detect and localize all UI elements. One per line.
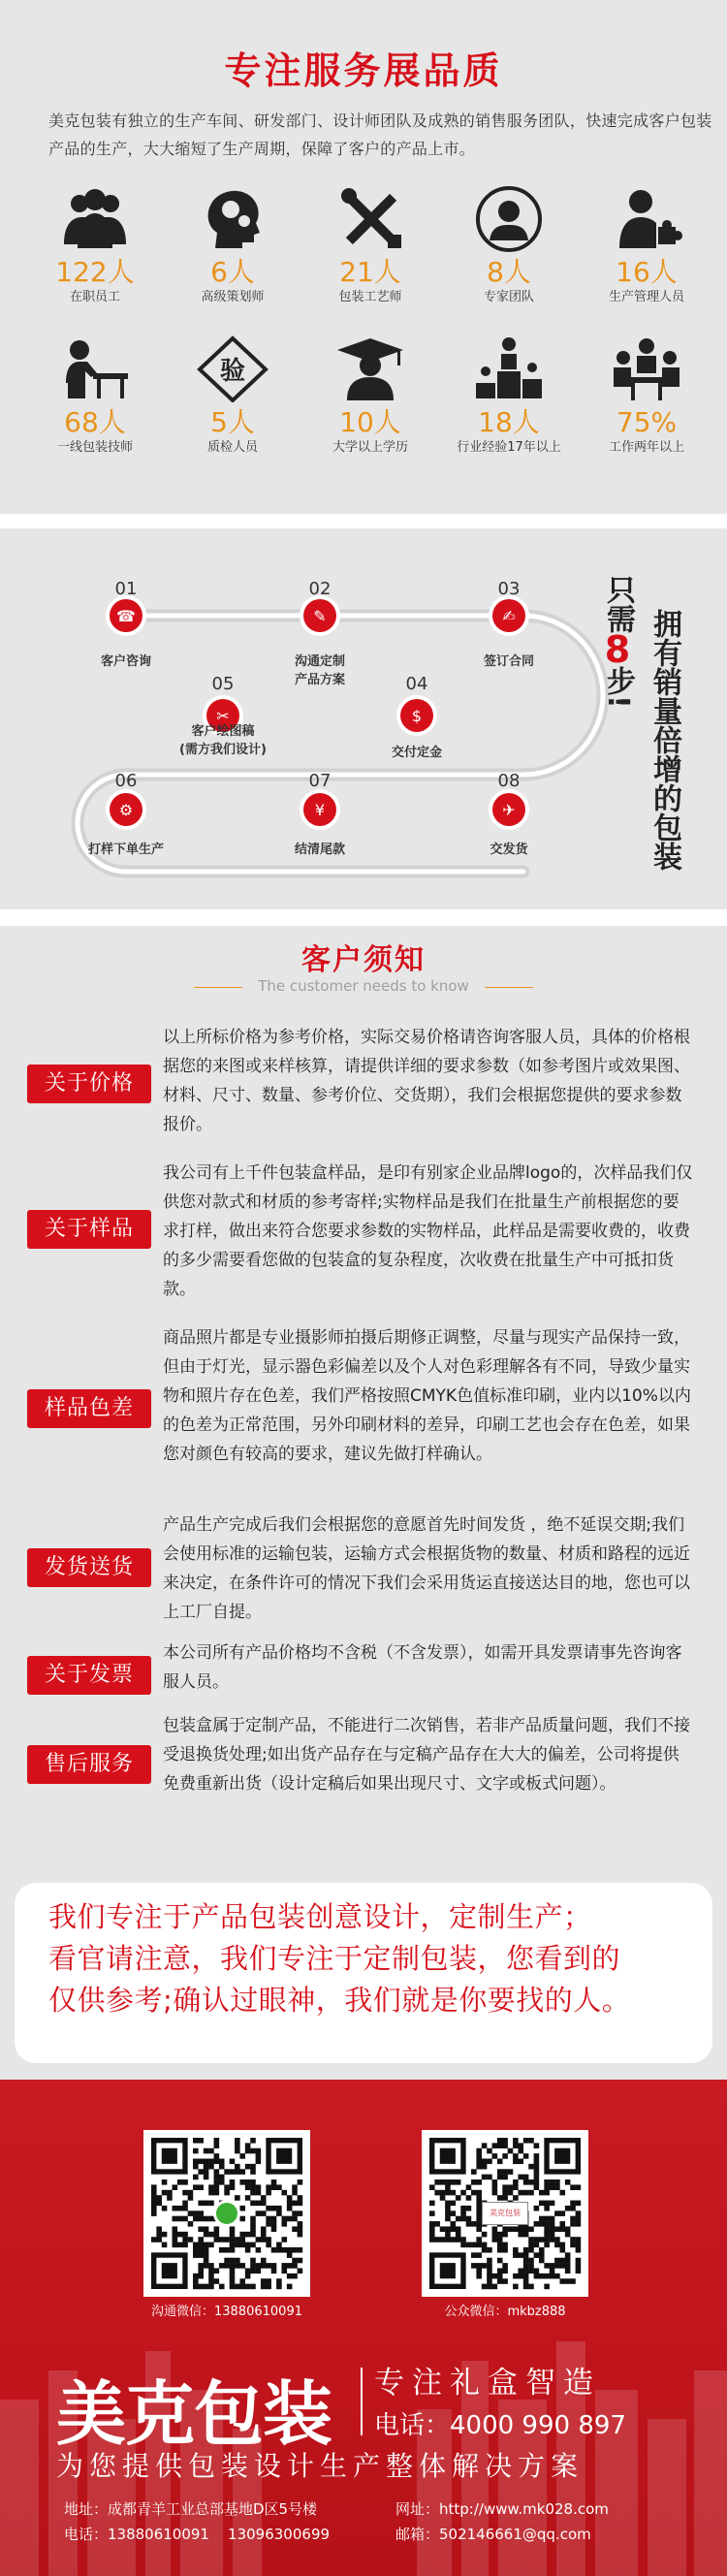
slogan-section [0,1871,727,2080]
step-number: 07 [308,771,332,791]
step-label: 交发货 [490,843,528,857]
stat-number: 18人 [478,406,540,438]
manager-puzzle-icon [610,184,683,252]
footer-email[interactable]: 邮箱：502146661@qq.com [395,2526,591,2543]
divider [0,909,727,926]
hotline: 电话：4000 990 897 [374,2411,626,2440]
stat-number: 21人 [339,256,401,288]
process-section [0,528,727,909]
step-number: 04 [405,674,428,694]
team-section [0,0,727,514]
svg-text:¥: ¥ [314,801,326,819]
stat-label: 包装工艺师 [338,290,402,304]
stat-item [302,184,438,306]
brand-divider [361,2368,363,2435]
svg-text:$: $ [411,707,423,725]
svg-text:✍: ✍ [502,607,516,625]
tools-cross-icon [333,184,407,252]
step-label: 打样下单生产 [87,843,164,857]
notice-text: 商品照片都是专业摄影师拍摄后期修正调整，尽量与现实产品保持一致，但由于灯光，显示器色彩偏差以及个人对色彩理解各有不同，导致少量实物和照片存在色差，我们严格按照CMYK色值标准印刷，业内以10%以内的色差为正常范围，另外印刷材料的差异，印刷工艺也会存在色差，如果您对颜色有较高的要求，建议先做打样确认。 [163,1328,691,1464]
stat-number: 75% [616,406,678,438]
qr-code-official[interactable] [422,2130,588,2297]
gear-head-icon [196,184,269,252]
vertical-left-bottom: 步! [601,666,635,709]
svg-text:验: 验 [219,357,246,386]
chat-icon [300,595,340,636]
qr-code-wechat[interactable] [143,2130,310,2297]
svg-text:✎: ✎ [313,607,327,625]
graduate-cap-icon [333,334,407,402]
stat-item [441,184,577,306]
step-label: 结清尾款 [294,843,345,857]
step-label: 签订合同 [483,654,534,669]
subtitle-line-right [485,987,533,988]
inspection-diamond-icon [196,334,269,402]
stat-item [302,334,438,457]
notice-badge: 关于发票 [27,1656,151,1695]
qr-wechat-caption: 沟通微信：13880610091 [151,2305,302,2319]
team-section-title: 专注服务展品质 [224,49,503,92]
svg-text:✈: ✈ [502,801,516,819]
notice-badge: 关于价格 [27,1065,151,1103]
qr-center-logo: 美克包装 [482,2202,528,2225]
stat-label: 专家团队 [483,290,534,304]
svg-text:✂: ✂ [216,707,230,725]
slogan-line-2: 看官请注意，我们专注于定制包装，您看到的 [48,1942,621,1975]
slogan-box [15,1883,712,2063]
step-number: 01 [114,579,138,599]
step-label: 沟通定制 产品方案 [294,654,345,687]
stat-item [441,334,577,457]
step-number: 05 [211,674,235,694]
notice-text: 包装盒属于定制产品，不能进行二次销售，若非产品质量问题，我们不接受退换货处理;如出货产品存在与定稿产品存在大大的偏差，公司将提供免费重新出货（设计定稿后如果出现尺寸、文字或板式问题）。 [163,1716,690,1794]
stat-label: 在职员工 [69,290,120,304]
stat-item [165,184,300,306]
notice-badge: 售后服务 [27,1745,151,1784]
stat-item [27,334,163,457]
footer-website[interactable]: 网址：http://www.mk028.com [395,2500,609,2518]
notice-text: 我公司有上千件包装盒样品，是印有别家企业品牌logo的，次样品我们仅供您对款式和材质的参考寄样;实物样品是我们在批量生产前根据您的要求打样，做出来符合您要求参数的实物样品，此样品是需要收费的，收费的多少需要看您做的包装盒的复杂程度，次收费在批量生产中可抵扣货款。 [163,1163,693,1299]
notice-badge: 关于样品 [27,1210,151,1249]
stat-number: 6人 [210,256,255,288]
staff-group-icon [58,184,132,252]
stat-number: 122人 [55,256,135,288]
podium-icon [472,334,546,402]
solution-text: 为您提供包装设计生产整体解决方案 [56,2450,585,2482]
stat-number: 8人 [487,256,531,288]
wechat-logo-icon [216,2203,237,2224]
brand-logo-text: 美克包装 [56,2372,332,2455]
notice-text: 本公司所有产品价格均不含税（不含发票），如需开具发票请事先咨询客服人员。 [163,1643,682,1692]
qr-official-caption: 公众微信：mkbz888 [444,2305,566,2319]
notice-section [0,926,727,1871]
step-label: 交付定金 [391,746,442,760]
coin-icon [300,789,340,830]
meeting-table-icon [610,334,683,402]
footer-section [0,2080,727,2576]
truck-icon [489,789,529,830]
stat-label: 生产管理人员 [608,290,684,304]
footer-phones: 电话：13880610091 13096300699 [64,2526,331,2543]
stat-label: 工作两年以上 [608,440,684,455]
stat-label: 行业经验17年以上 [457,440,561,455]
stat-item [579,184,714,306]
step-number: 06 [114,771,138,791]
notice-text: 产品生产完成后我们会根据您的意愿首先时间发货 ，绝不延误交期;我们会使用标准的运输包装，运输方式会根据货物的数量、材质和路程的远近来决定，在条件许可的情况下我们会采用货运直接送达目的地，您也可以上工厂自提。 [163,1515,690,1622]
slogan-line-1: 我们专注于产品包装创意设计，定制生产； [48,1900,592,1933]
gear-icon [106,789,146,830]
stat-label: 大学以上学历 [332,440,408,455]
stat-number: 16人 [616,256,678,288]
notice-subtitle: The customer needs to know [258,977,469,995]
notice-title: 客户须知 [301,943,426,977]
step-label: 客户咨询 [100,654,151,669]
notice-text: 以上所标价格为参考价格，实际交易价格请咨询客服人员，具体的价格根据您的来图或来样核算，请提供详细的要求参数（如参考图片或效果图、材料、尺寸、数量、参考价位、交货期），我们会根据您提供的要求参数报价。 [163,1028,690,1134]
divider [0,514,727,528]
team-section-description: 美克包装有独立的生产车间、研发部门、设计师团队及成熟的销售服务团队，快速完成客户包装产品的生产，大大缩短了生产周期，保障了客户的产品上市。 [48,111,712,158]
phone-icon [106,595,146,636]
stat-item [579,334,714,457]
step-number: 03 [497,579,521,599]
stat-number: 10人 [339,406,401,438]
stat-item [27,184,163,306]
vertical-left-top: 只需 [601,575,635,633]
technician-desk-icon [58,334,132,402]
slogan-line-3: 仅供参考;确认过眼神，我们就是你要找的人。 [48,1984,631,2017]
stat-item [165,334,300,457]
contract-icon [489,595,529,636]
stat-number: 5人 [210,406,255,438]
notice-badge: 样品色差 [27,1389,151,1428]
expert-person-icon [472,184,546,252]
stat-label: 一线包装技师 [56,440,133,455]
step-number: 08 [497,771,521,791]
brand-tagline: 专注礼盒智造 [374,2366,601,2401]
stat-label: 质检人员 [206,440,258,455]
vertical-left-number: 8 [604,628,631,671]
footer-address: 地址：成都青羊工业总部基地D区5号楼 [64,2500,318,2518]
step-number: 02 [308,579,332,599]
svg-text:⚙: ⚙ [118,801,134,819]
notice-badge: 发货送货 [27,1548,151,1587]
svg-text:☎: ☎ [116,607,136,625]
vertical-slogan-right: 拥有销量倍增的包装 [648,609,681,871]
stat-number: 68人 [64,406,126,438]
stat-label: 高级策划师 [201,290,265,304]
step-label: 客户绘图稿 (需方我们设计) [179,724,267,757]
vertical-slogan-left [598,575,637,709]
money-bag-icon [396,695,437,736]
